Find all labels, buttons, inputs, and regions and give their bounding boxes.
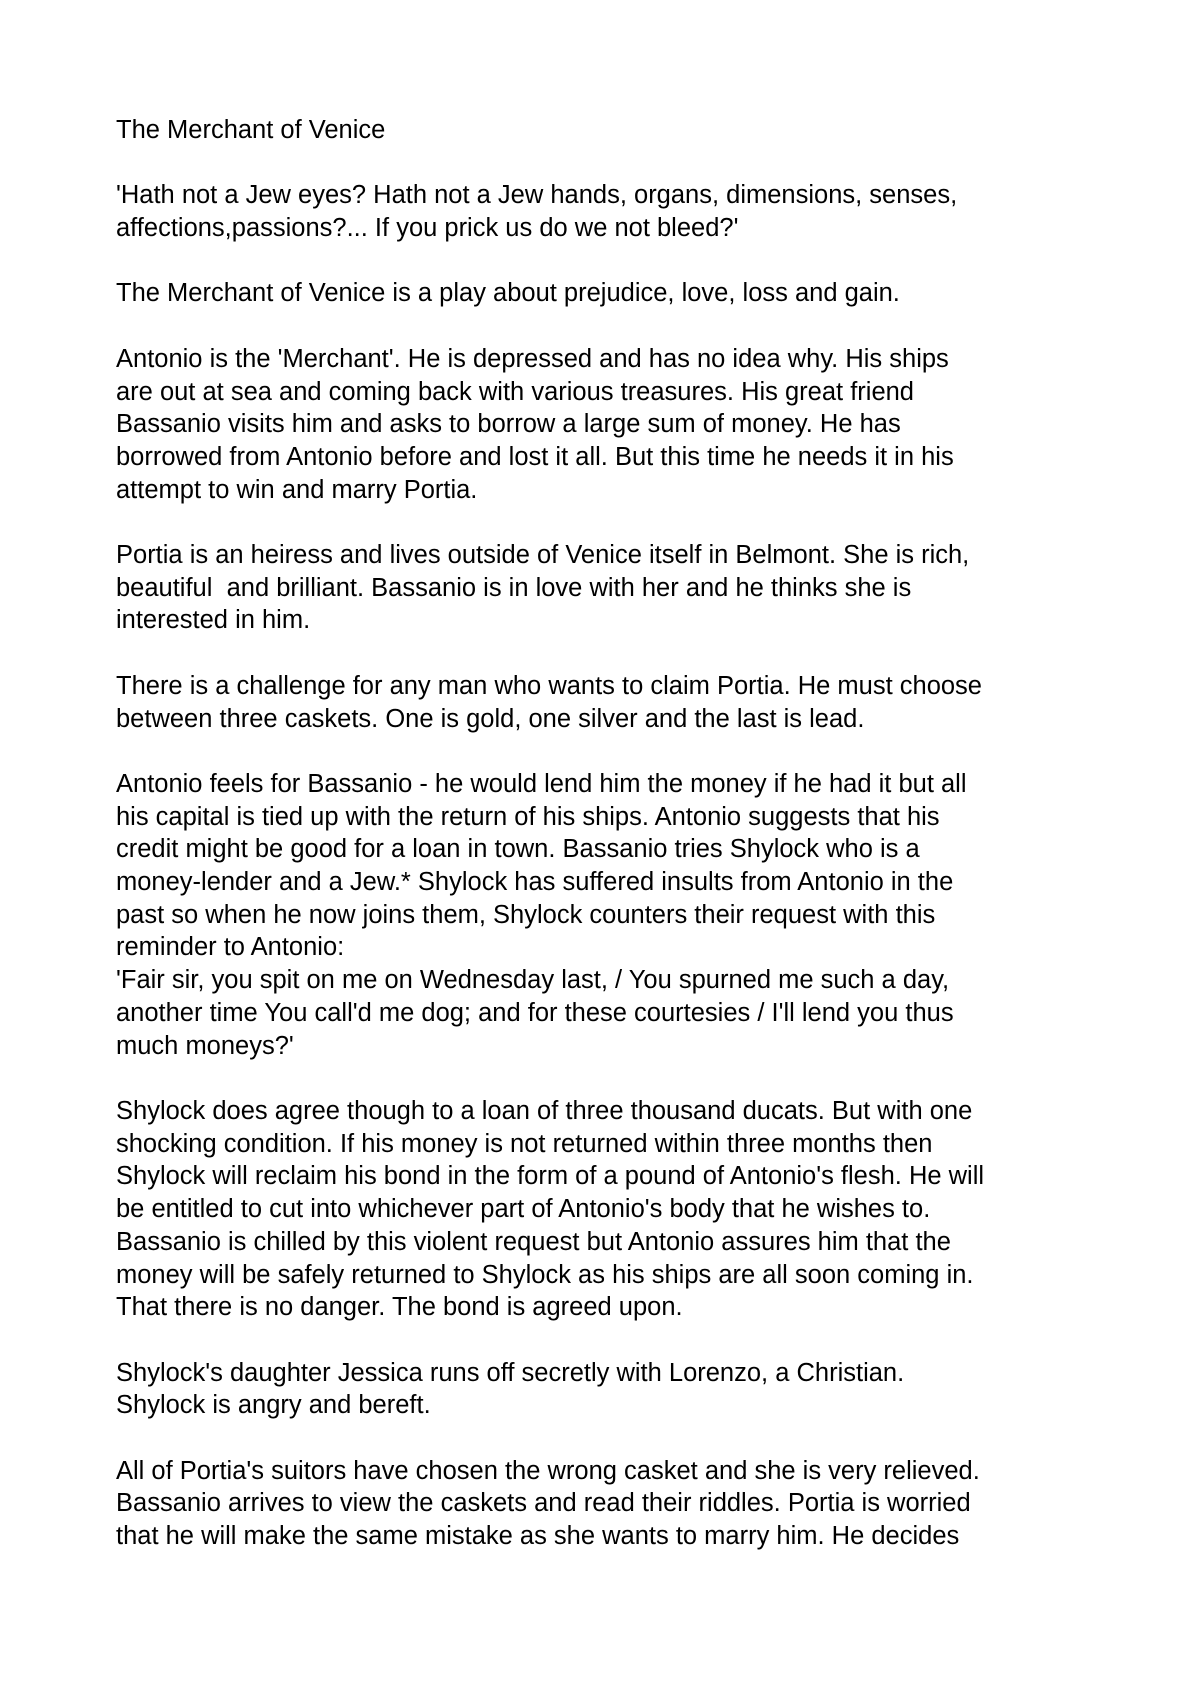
text-line: interested in him. bbox=[116, 606, 311, 635]
text-line: between three caskets. One is gold, one silver and the last is lead. bbox=[116, 704, 865, 733]
text-line: Portia is an heiress and lives outside of Venice itself in Belmont. She is rich, bbox=[116, 541, 970, 570]
text-line: Antonio feels for Bassanio - he would lend him the money if he had it but all bbox=[116, 769, 967, 798]
paragraph-jessica bbox=[116, 1357, 1116, 1422]
paragraph-loan-request bbox=[116, 768, 1116, 1062]
text-line: shocking condition. If his money is not returned within three months then bbox=[116, 1129, 933, 1158]
paragraph-summary bbox=[116, 277, 1116, 310]
text-line: be entitled to cut into whichever part of Antonio's body that he wishes to. bbox=[116, 1195, 931, 1224]
text-line: The Merchant of Venice is a play about prejudice, love, loss and gain. bbox=[116, 279, 900, 308]
text-line: Shylock will reclaim his bond in the form of a pound of Antonio's flesh. He will bbox=[116, 1162, 985, 1191]
text-line: his capital is tied up with the return of his ships. Antonio suggests that his bbox=[116, 802, 940, 831]
text-line: reminder to Antonio: bbox=[116, 933, 345, 962]
text-line: borrowed from Antonio before and lost it all. But this time he needs it in his bbox=[116, 442, 954, 471]
text-line: The Merchant of Venice bbox=[116, 116, 386, 144]
text-line: affections,passions?... If you prick us do we not bleed?' bbox=[116, 214, 739, 243]
text-line: Bassanio visits him and asks to borrow a large sum of money. He has bbox=[116, 410, 901, 439]
text-line: are out at sea and coming back with various treasures. His great friend bbox=[116, 377, 914, 406]
paragraph-caskets bbox=[116, 1455, 1116, 1553]
paragraph-challenge bbox=[116, 670, 1116, 735]
text-line: beautiful and brilliant. Bassanio is in love with her and he thinks she is bbox=[116, 573, 912, 602]
text-line: another time You call'd me dog; and for these courtesies / I'll lend you thus bbox=[116, 998, 954, 1027]
paragraph-quote bbox=[116, 179, 1116, 244]
text-line: that he will make the same mistake as she wants to marry him. He decides bbox=[116, 1522, 960, 1551]
text-line: Shylock's daughter Jessica runs off secretly with Lorenzo, a Christian. bbox=[116, 1358, 905, 1387]
text-line: attempt to win and marry Portia. bbox=[116, 475, 478, 504]
text-line: Antonio is the 'Merchant'. He is depressed and has no idea why. His ships bbox=[116, 344, 949, 373]
paragraph-title bbox=[116, 114, 1116, 147]
paragraph-portia bbox=[116, 539, 1116, 637]
text-line: 'Fair sir, you spit on me on Wednesday last, / You spurned me such a day, bbox=[116, 966, 950, 995]
text-line: credit might be good for a loan in town. Bassanio tries Shylock who is a bbox=[116, 835, 920, 864]
document-body bbox=[116, 114, 1116, 1585]
text-line: Shylock does agree though to a loan of three thousand ducats. But with one bbox=[116, 1096, 973, 1125]
text-line: There is a challenge for any man who wants to claim Portia. He must choose bbox=[116, 671, 982, 700]
text-line: All of Portia's suitors have chosen the wrong casket and she is very relieved. bbox=[116, 1456, 980, 1485]
text-line: past so when he now joins them, Shylock counters their request with this bbox=[116, 900, 936, 929]
text-line: Shylock is angry and bereft. bbox=[116, 1391, 431, 1420]
text-line: That there is no danger. The bond is agreed upon. bbox=[116, 1293, 683, 1322]
text-line: 'Hath not a Jew eyes? Hath not a Jew hands, organs, dimensions, senses, bbox=[116, 181, 958, 210]
text-line: money will be safely returned to Shylock as his ships are all soon coming in. bbox=[116, 1260, 974, 1289]
paragraph-antonio bbox=[116, 343, 1116, 507]
text-line: much moneys?' bbox=[116, 1031, 294, 1060]
paragraph-bond bbox=[116, 1095, 1116, 1324]
text-line: Bassanio arrives to view the caskets and read their riddles. Portia is worried bbox=[116, 1489, 971, 1518]
text-line: Bassanio is chilled by this violent request but Antonio assures him that the bbox=[116, 1227, 951, 1256]
text-line: money-lender and a Jew.* Shylock has suffered insults from Antonio in the bbox=[116, 868, 954, 897]
